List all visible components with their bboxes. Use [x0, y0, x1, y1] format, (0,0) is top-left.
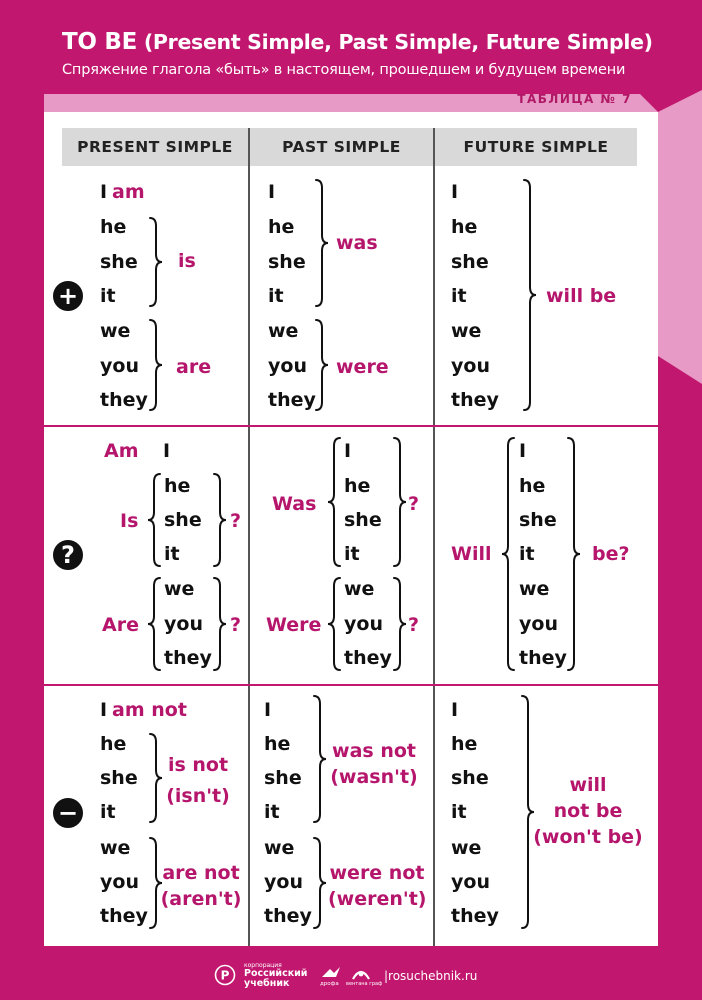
verb-is: is: [178, 250, 196, 272]
pronoun-it: it: [451, 801, 467, 823]
pronoun-we: we: [100, 837, 131, 859]
question-mark: ?: [230, 614, 242, 636]
verb-is-question: Is: [120, 510, 139, 532]
column-header-future: FUTURE SIMPLE: [435, 128, 637, 166]
brace: [316, 320, 328, 410]
pronoun-it: it: [264, 801, 280, 823]
brace: [214, 474, 226, 566]
question-mark: ?: [408, 493, 420, 515]
pronoun-it: it: [100, 801, 116, 823]
verb-will-be: will be: [546, 285, 617, 307]
brace: [524, 180, 536, 410]
pronoun-i: I: [268, 181, 276, 203]
verb-am-not: am not: [112, 699, 187, 721]
verb-arent: (aren't): [160, 888, 242, 910]
pronoun-you: you: [268, 355, 307, 377]
pronoun-they: they: [519, 647, 567, 669]
brace: [394, 578, 406, 670]
pronoun-i: I: [100, 181, 108, 203]
verb-isnt: (isn't): [166, 785, 230, 807]
verb-am-question: Am: [104, 440, 139, 462]
pronoun-you: you: [164, 613, 203, 635]
pronoun-he: he: [100, 216, 127, 238]
pronoun-we: we: [451, 320, 482, 342]
brace: [148, 578, 160, 670]
column-header-present: PRESENT SIMPLE: [62, 128, 248, 166]
pronoun-i: I: [344, 440, 352, 462]
pronoun-it: it: [519, 543, 535, 565]
pronoun-we: we: [164, 578, 195, 600]
pronoun-they: they: [344, 647, 392, 669]
publisher-logo-icon: [214, 964, 236, 986]
pronoun-she: she: [451, 251, 489, 273]
imprint-ventana: вентана граф: [346, 981, 383, 987]
brace: [316, 180, 328, 306]
pronoun-i: I: [451, 181, 459, 203]
verb-were: were: [336, 356, 389, 378]
verb-wont-be: (won't be): [533, 826, 643, 848]
footer: [0, 962, 702, 992]
imprint-drofa: дрофа: [320, 981, 339, 987]
plus-icon: +: [50, 278, 86, 314]
pronoun-they: they: [164, 647, 212, 669]
verb-be-question: be?: [592, 543, 630, 565]
pronoun-they: they: [451, 905, 499, 927]
pronoun-he: he: [344, 475, 371, 497]
question-mark: ?: [230, 510, 242, 532]
brace: [150, 734, 162, 822]
pronoun-we: we: [268, 320, 299, 342]
verb-am: am: [112, 181, 145, 203]
table-number: ТАБЛИЦА № 7: [517, 92, 632, 106]
pronoun-you: you: [451, 355, 490, 377]
pronoun-they: they: [451, 389, 499, 411]
verb-wasnt: (wasn't): [330, 766, 418, 788]
pronoun-they: they: [264, 905, 312, 927]
brand-line-2: учебник: [244, 978, 290, 989]
brace: [328, 438, 340, 566]
verb-was-not: was not: [332, 740, 416, 762]
pronoun-he: he: [268, 216, 295, 238]
pronoun-i: I: [100, 699, 108, 721]
page-subtitle: Спряжение глагола «быть» в настоящем, прошедшем и будущем времени: [62, 62, 626, 78]
verb-are-not: are not: [162, 862, 240, 884]
verb-will: will: [569, 774, 607, 796]
pronoun-he: he: [100, 733, 127, 755]
svg-text:Р: Р: [220, 968, 230, 983]
pronoun-he: he: [519, 475, 546, 497]
drofa-bird-icon: [320, 965, 342, 981]
verb-werent: (weren't): [328, 888, 427, 910]
pronoun-you: you: [264, 871, 303, 893]
pronoun-they: they: [100, 905, 148, 927]
pronoun-it: it: [344, 543, 360, 565]
pronoun-it: it: [268, 285, 284, 307]
pronoun-we: we: [451, 837, 482, 859]
site-link[interactable]: |rosuchebnik.ru: [384, 969, 478, 983]
brace: [522, 696, 534, 928]
pronoun-they: they: [268, 389, 316, 411]
verb-is-not: is not: [167, 754, 229, 776]
brace: [314, 696, 326, 822]
pronoun-it: it: [451, 285, 467, 307]
verb-are-question: Are: [102, 614, 139, 636]
verb-were-question: Were: [266, 614, 322, 636]
pronoun-we: we: [100, 320, 131, 342]
pronoun-he: he: [451, 216, 478, 238]
pronoun-we: we: [519, 578, 550, 600]
pronoun-you: you: [519, 613, 558, 635]
brace: [568, 438, 580, 670]
pronoun-you: you: [344, 613, 383, 635]
brace: [150, 320, 162, 410]
brace: [328, 578, 340, 670]
brace: [150, 218, 162, 306]
brace: [214, 578, 226, 670]
brace: [502, 438, 514, 670]
pronoun-he: he: [451, 733, 478, 755]
pronoun-i: I: [264, 699, 272, 721]
question-icon: ?: [50, 537, 86, 573]
pronoun-she: she: [344, 509, 382, 531]
pronoun-she: she: [100, 251, 138, 273]
pronoun-it: it: [164, 543, 180, 565]
pronoun-we: we: [344, 578, 375, 600]
pronoun-she: she: [100, 767, 138, 789]
pronoun-i: I: [451, 699, 459, 721]
pronoun-she: she: [268, 251, 306, 273]
brand-line-1: Российский: [244, 968, 308, 979]
question-mark: ?: [408, 614, 420, 636]
brace: [314, 838, 326, 928]
brace: [394, 438, 406, 566]
verb-will-question: Will: [451, 543, 492, 565]
pronoun-she: she: [264, 767, 302, 789]
minus-icon: −: [50, 795, 86, 831]
pronoun-he: he: [164, 475, 191, 497]
pronoun-they: they: [100, 389, 148, 411]
brand-small-text: корпорация: [244, 962, 282, 969]
ventana-icon: [350, 965, 372, 981]
pronoun-you: you: [100, 355, 139, 377]
pronoun-i: I: [163, 440, 171, 462]
pronoun-she: she: [519, 509, 557, 531]
pronoun-you: you: [100, 871, 139, 893]
page-title: TO BE (Present Simple, Past Simple, Future Simple): [62, 29, 653, 55]
verb-are: are: [176, 356, 212, 378]
pronoun-it: it: [100, 285, 116, 307]
verb-were-not: were not: [329, 862, 425, 884]
pronoun-she: she: [164, 509, 202, 531]
verb-not-be: not be: [553, 800, 623, 822]
brace: [148, 474, 160, 566]
pronoun-he: he: [264, 733, 291, 755]
column-header-past: PAST SIMPLE: [250, 128, 433, 166]
verb-was-question: Was: [272, 493, 317, 515]
pronoun-we: we: [264, 837, 295, 859]
pronoun-i: I: [519, 440, 527, 462]
pronoun-you: you: [451, 871, 490, 893]
verb-was: was: [336, 232, 378, 254]
pronoun-she: she: [451, 767, 489, 789]
